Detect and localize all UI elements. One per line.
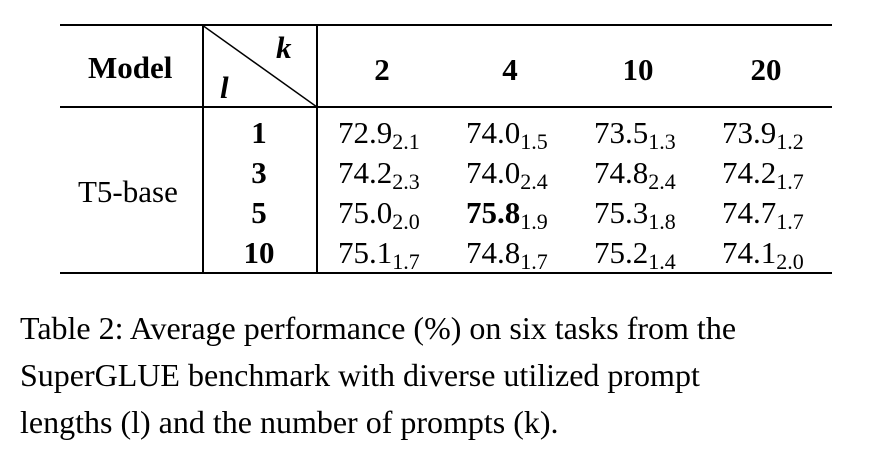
table-caption — [20, 305, 880, 446]
table-bottom-rule — [60, 272, 832, 274]
cell-l1-k4 — [466, 115, 548, 154]
cell-mean: 74.2 — [338, 155, 393, 190]
cell-l10-k4 — [466, 235, 548, 274]
cell-l1-k20 — [722, 115, 804, 154]
cell-l10-k10 — [594, 235, 676, 274]
header-k-4: 4 — [502, 52, 518, 87]
cell-std: 1.8 — [648, 209, 676, 234]
cell-std: 1.7 — [392, 249, 420, 274]
cell-l3-k20 — [722, 155, 804, 194]
table-header-rule — [60, 106, 832, 108]
caption-line-3: lengths (l) and the number of prompts (k). — [20, 404, 559, 440]
cell-std: 1.7 — [520, 249, 548, 274]
cell-l10-k20 — [722, 235, 804, 274]
header-k-10: 10 — [622, 52, 654, 87]
header-model: Model — [88, 50, 173, 85]
cell-mean: 74.8 — [466, 235, 521, 270]
cell-mean: 73.5 — [594, 115, 649, 150]
cell-mean: 75.3 — [594, 195, 649, 230]
cell-std: 2.4 — [648, 169, 676, 194]
cell-mean: 75.2 — [594, 235, 649, 270]
cell-l1-k10 — [594, 115, 676, 154]
cell-std: 1.4 — [648, 249, 676, 274]
cell-l3-k10 — [594, 155, 676, 194]
cell-std: 1.3 — [648, 129, 676, 154]
cell-std: 2.1 — [392, 129, 420, 154]
cell-l3-k4 — [466, 155, 548, 194]
header-k-2: 2 — [374, 52, 390, 87]
cell-l3-k2 — [338, 155, 420, 194]
cell-std: 2.3 — [392, 169, 420, 194]
cell-mean: 72.9 — [338, 115, 393, 150]
cell-mean: 75.0 — [338, 195, 393, 230]
cell-mean: 75.1 — [338, 235, 393, 270]
cell-l5-k2 — [338, 195, 420, 234]
row-l-3: 3 — [251, 155, 267, 190]
cell-std: 1.5 — [520, 129, 548, 154]
cell-l5-k10 — [594, 195, 676, 234]
table-top-rule — [60, 24, 832, 26]
cell-std: 2.4 — [520, 169, 548, 194]
row-l-5: 5 — [251, 195, 267, 230]
cell-mean-best: 75.8 — [466, 195, 521, 230]
results-table — [60, 24, 832, 274]
cell-mean: 73.9 — [722, 115, 777, 150]
row-l-1: 1 — [251, 115, 267, 150]
cell-l1-k2 — [338, 115, 420, 154]
cell-mean: 74.2 — [722, 155, 777, 190]
model-name: T5-base — [78, 174, 178, 209]
cell-std: 1.9 — [520, 209, 548, 234]
cell-mean: 74.7 — [722, 195, 777, 230]
header-k-label: k — [276, 30, 292, 65]
cell-mean: 74.1 — [722, 235, 777, 270]
caption-line-1: Table 2: Average performance (%) on six tasks from the — [20, 310, 737, 346]
row-l-10: 10 — [243, 235, 275, 270]
cell-std: 1.2 — [776, 129, 804, 154]
cell-mean: 74.0 — [466, 155, 521, 190]
cell-std: 2.0 — [392, 209, 420, 234]
cell-std: 1.7 — [776, 169, 804, 194]
cell-mean: 74.0 — [466, 115, 521, 150]
header-l-label: l — [220, 70, 229, 105]
cell-l10-k2 — [338, 235, 420, 274]
cell-l5-k20 — [722, 195, 804, 234]
cell-mean: 74.8 — [594, 155, 649, 190]
header-k-20: 20 — [750, 52, 782, 87]
cell-std: 2.0 — [776, 249, 804, 274]
cell-l5-k4 — [466, 195, 548, 234]
caption-line-2: SuperGLUE benchmark with diverse utilized prompt — [20, 357, 700, 393]
cell-std: 1.7 — [776, 209, 804, 234]
